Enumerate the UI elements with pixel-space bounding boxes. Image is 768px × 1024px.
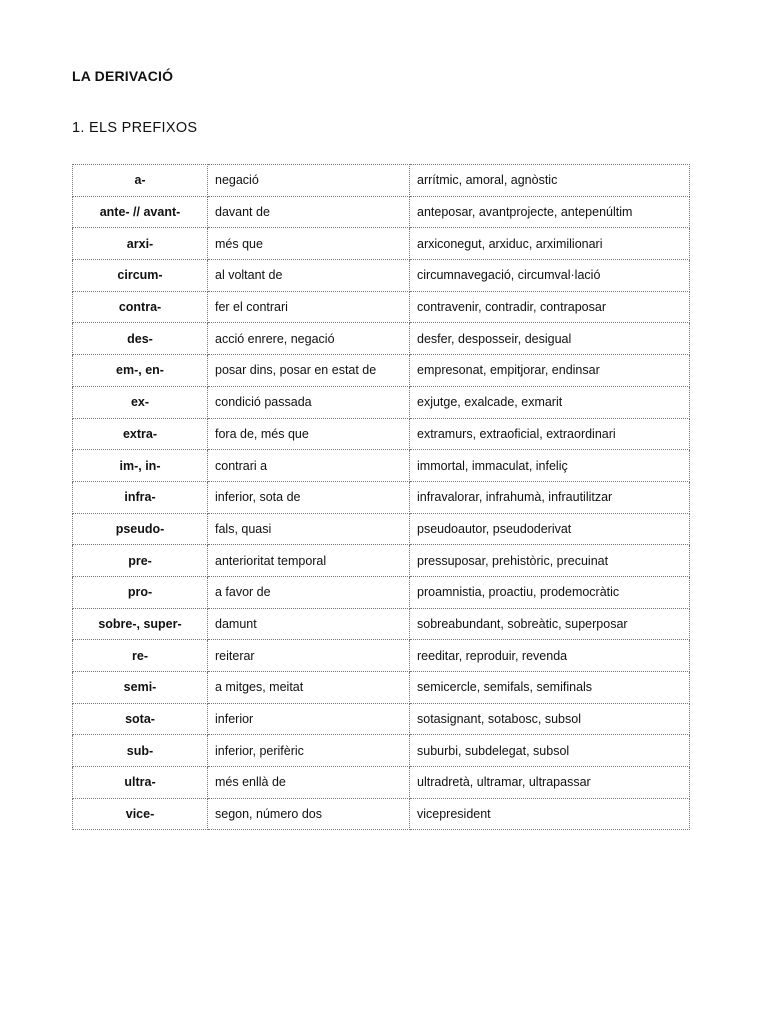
meaning-cell: acció enrere, negació bbox=[208, 323, 410, 355]
table-row bbox=[73, 291, 690, 323]
prefix-cell: a- bbox=[73, 165, 208, 197]
prefix-cell: pre- bbox=[73, 545, 208, 577]
examples-cell: arxiconegut, arxiduc, arximilionari bbox=[410, 228, 690, 260]
table-row bbox=[73, 513, 690, 545]
meaning-cell: més enllà de bbox=[208, 767, 410, 799]
table-row bbox=[73, 672, 690, 704]
examples-cell: proamnistia, proactiu, prodemocràtic bbox=[410, 576, 690, 608]
meaning-cell: fals, quasi bbox=[208, 513, 410, 545]
prefix-cell: pro- bbox=[73, 576, 208, 608]
table-row bbox=[73, 228, 690, 260]
meaning-cell: davant de bbox=[208, 196, 410, 228]
examples-cell: reeditar, reproduir, revenda bbox=[410, 640, 690, 672]
prefix-table bbox=[72, 164, 690, 830]
table-row bbox=[73, 545, 690, 577]
examples-cell: immortal, immaculat, infeliç bbox=[410, 450, 690, 482]
prefix-cell: im-, in- bbox=[73, 450, 208, 482]
meaning-cell: posar dins, posar en estat de bbox=[208, 355, 410, 387]
examples-cell: circumnavegació, circumval·lació bbox=[410, 260, 690, 292]
prefix-cell: circum- bbox=[73, 260, 208, 292]
section-heading: 1. ELS PREFIXOS bbox=[72, 120, 198, 136]
meaning-cell: fora de, més que bbox=[208, 418, 410, 450]
table-row bbox=[73, 355, 690, 387]
prefix-cell: contra- bbox=[73, 291, 208, 323]
table-row bbox=[73, 576, 690, 608]
examples-cell: pseudoautor, pseudoderivat bbox=[410, 513, 690, 545]
meaning-cell: més que bbox=[208, 228, 410, 260]
examples-cell: extramurs, extraoficial, extraordinari bbox=[410, 418, 690, 450]
prefix-cell: semi- bbox=[73, 672, 208, 704]
meaning-cell: reiterar bbox=[208, 640, 410, 672]
examples-cell: sobreabundant, sobreàtic, superposar bbox=[410, 608, 690, 640]
table-row bbox=[73, 703, 690, 735]
examples-cell: ultradretà, ultramar, ultrapassar bbox=[410, 767, 690, 799]
prefix-cell: arxi- bbox=[73, 228, 208, 260]
examples-cell: vicepresident bbox=[410, 798, 690, 830]
examples-cell: pressuposar, prehistòric, precuinat bbox=[410, 545, 690, 577]
meaning-cell: negació bbox=[208, 165, 410, 197]
prefix-cell: pseudo- bbox=[73, 513, 208, 545]
meaning-cell: segon, número dos bbox=[208, 798, 410, 830]
table-row bbox=[73, 323, 690, 355]
examples-cell: infravalorar, infrahumà, infrautilitzar bbox=[410, 481, 690, 513]
meaning-cell: inferior bbox=[208, 703, 410, 735]
examples-cell: exjutge, exalcade, exmarit bbox=[410, 386, 690, 418]
meaning-cell: a favor de bbox=[208, 576, 410, 608]
examples-cell: desfer, desposseir, desigual bbox=[410, 323, 690, 355]
meaning-cell: contrari a bbox=[208, 450, 410, 482]
meaning-cell: a mitges, meitat bbox=[208, 672, 410, 704]
prefix-table-body bbox=[73, 165, 690, 830]
prefix-cell: extra- bbox=[73, 418, 208, 450]
examples-cell: suburbi, subdelegat, subsol bbox=[410, 735, 690, 767]
table-row bbox=[73, 798, 690, 830]
examples-cell: arrítmic, amoral, agnòstic bbox=[410, 165, 690, 197]
prefix-cell: sub- bbox=[73, 735, 208, 767]
prefix-cell: sota- bbox=[73, 703, 208, 735]
table-row bbox=[73, 260, 690, 292]
meaning-cell: inferior, sota de bbox=[208, 481, 410, 513]
meaning-cell: fer el contrari bbox=[208, 291, 410, 323]
table-row bbox=[73, 767, 690, 799]
prefix-cell: re- bbox=[73, 640, 208, 672]
prefix-cell: des- bbox=[73, 323, 208, 355]
table-row bbox=[73, 735, 690, 767]
examples-cell: anteposar, avantprojecte, antepenúltim bbox=[410, 196, 690, 228]
prefix-cell: em-, en- bbox=[73, 355, 208, 387]
page-title: LA DERIVACIÓ bbox=[72, 68, 174, 84]
table-row bbox=[73, 386, 690, 418]
prefix-cell: ante- // avant- bbox=[73, 196, 208, 228]
meaning-cell: al voltant de bbox=[208, 260, 410, 292]
examples-cell: empresonat, empitjorar, endinsar bbox=[410, 355, 690, 387]
examples-cell: sotasignant, sotabosc, subsol bbox=[410, 703, 690, 735]
examples-cell: semicercle, semifals, semifinals bbox=[410, 672, 690, 704]
table-row bbox=[73, 418, 690, 450]
prefix-cell: vice- bbox=[73, 798, 208, 830]
meaning-cell: condició passada bbox=[208, 386, 410, 418]
meaning-cell: anterioritat temporal bbox=[208, 545, 410, 577]
meaning-cell: damunt bbox=[208, 608, 410, 640]
table-row bbox=[73, 165, 690, 197]
prefix-cell: infra- bbox=[73, 481, 208, 513]
prefix-cell: ex- bbox=[73, 386, 208, 418]
examples-cell: contravenir, contradir, contraposar bbox=[410, 291, 690, 323]
prefix-cell: sobre-, super- bbox=[73, 608, 208, 640]
table-row bbox=[73, 481, 690, 513]
meaning-cell: inferior, perifèric bbox=[208, 735, 410, 767]
table-row bbox=[73, 196, 690, 228]
table-row bbox=[73, 450, 690, 482]
prefix-cell: ultra- bbox=[73, 767, 208, 799]
table-row bbox=[73, 640, 690, 672]
table-row bbox=[73, 608, 690, 640]
